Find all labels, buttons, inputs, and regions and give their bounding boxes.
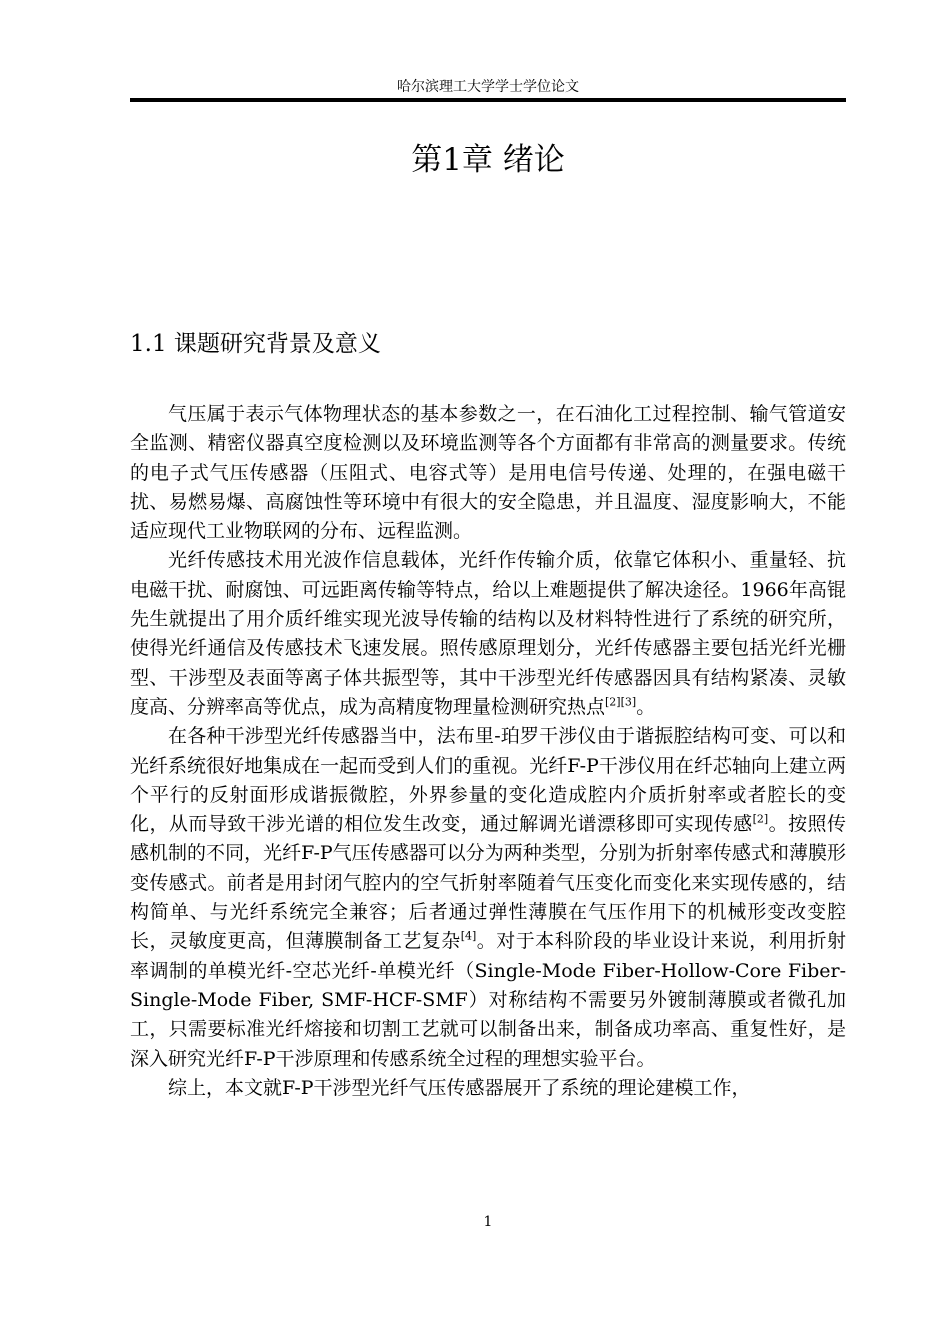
paragraph-4-text: 综上，本文就F-P干涉型光纤气压传感器展开了系统的理论建模工作， — [168, 1076, 751, 1099]
paragraph-2 — [130, 546, 846, 722]
paragraph-4 — [130, 1074, 846, 1103]
paragraph-3-text-b: 。按照传感机制的不同，光纤F-P气压传感器可以分为两种类型，分别为折射率传感式和薄膜形变传感式。前者是用封闭气腔内的空气折射率随着气压变化而变化来实现传感的，结构简单、与光纤系统完全兼容；后者通过弹性薄膜在气压作用下的机械形变改变腔长，灵敏度更高，但薄膜制备工艺复杂 — [130, 813, 846, 953]
header-rule — [130, 98, 846, 102]
chapter-title: 第1章 绪论 — [411, 142, 565, 178]
paragraph-2-text-a: 光纤传感技术用光波作信息载体，光纤作传输介质，依靠它体积小、重量轻、抗电磁干扰、耐腐蚀、可远距离传输等特点，给以上难题提供了解决途径。1966年高锟先生就提出了用介质纤维实现光波导传输的结构以及材料特性进行了系统的研究所，使得光纤通信及传感技术飞速发展。照传感原理划分，光纤传感器主要包括光纤光栅型、干涉型及表面等离子体共振型等，其中干涉型光纤传感器因具有结构紧凑、灵敏度高、分辨率高等优点，成为高精度物理量检测研究热点 — [130, 549, 846, 718]
paragraph-3 — [130, 722, 846, 1074]
paragraph-3-text-a: 在各种干涉型光纤传感器当中，法布里-珀罗干涉仪由于谐振腔结构可变、可以和光纤系统很好地集成在一起而受到人们的重视。光纤F-P干涉仪用在纤芯轴向上建立两个平行的反射面形成谐振微腔，外界参量的变化造成腔内介质折射率或者腔长的变化，从而导致干涉光谱的相位发生改变，通过解调光谱漂移即可实现传感 — [130, 725, 846, 836]
paragraph-3-text-c: 。对于本科阶段的毕业设计来说，利用折射率调制的单模光纤-空芯光纤-单模光纤（Single-Mode Fiber-Hollow-Core Fiber-Single-Mode Fiber, SMF-HCF-SMF）对称结构不需要另外镀制薄膜或者微孔加工，只需要标准光纤熔接和切割工艺就可以制备出来，制备成功率高、重复性好，是深入研究光纤F-P干涉原理和传感系统全过程的理想实验平台。 — [130, 930, 846, 1070]
page-number: 1 — [483, 1214, 493, 1230]
body-text — [130, 400, 846, 1103]
paragraph-1-text: 气压属于表示气体物理状态的基本参数之一，在石油化工过程控制、输气管道安全监测、精密仪器真空度检测以及环境监测等各个方面都有非常高的测量要求。传统的电子式气压传感器（压阻式、电容式等）是用电信号传递、处理的，在强电磁干扰、易燃易爆、高腐蚀性等环境中有很大的安全隐患，并且温度、湿度影响大，不能适应现代工业物联网的分布、远程监测。 — [130, 403, 846, 543]
paragraph-2-text-b: 。 — [636, 695, 656, 718]
section-heading: 1.1 课题研究背景及意义 — [130, 331, 381, 357]
citation-2-3[interactable]: [2][3] — [605, 695, 637, 709]
running-header: 哈尔滨理工大学学士学位论文 — [397, 79, 579, 95]
paragraph-1 — [130, 400, 846, 546]
citation-4[interactable]: [4] — [460, 930, 477, 944]
citation-2[interactable]: [2] — [752, 812, 769, 826]
